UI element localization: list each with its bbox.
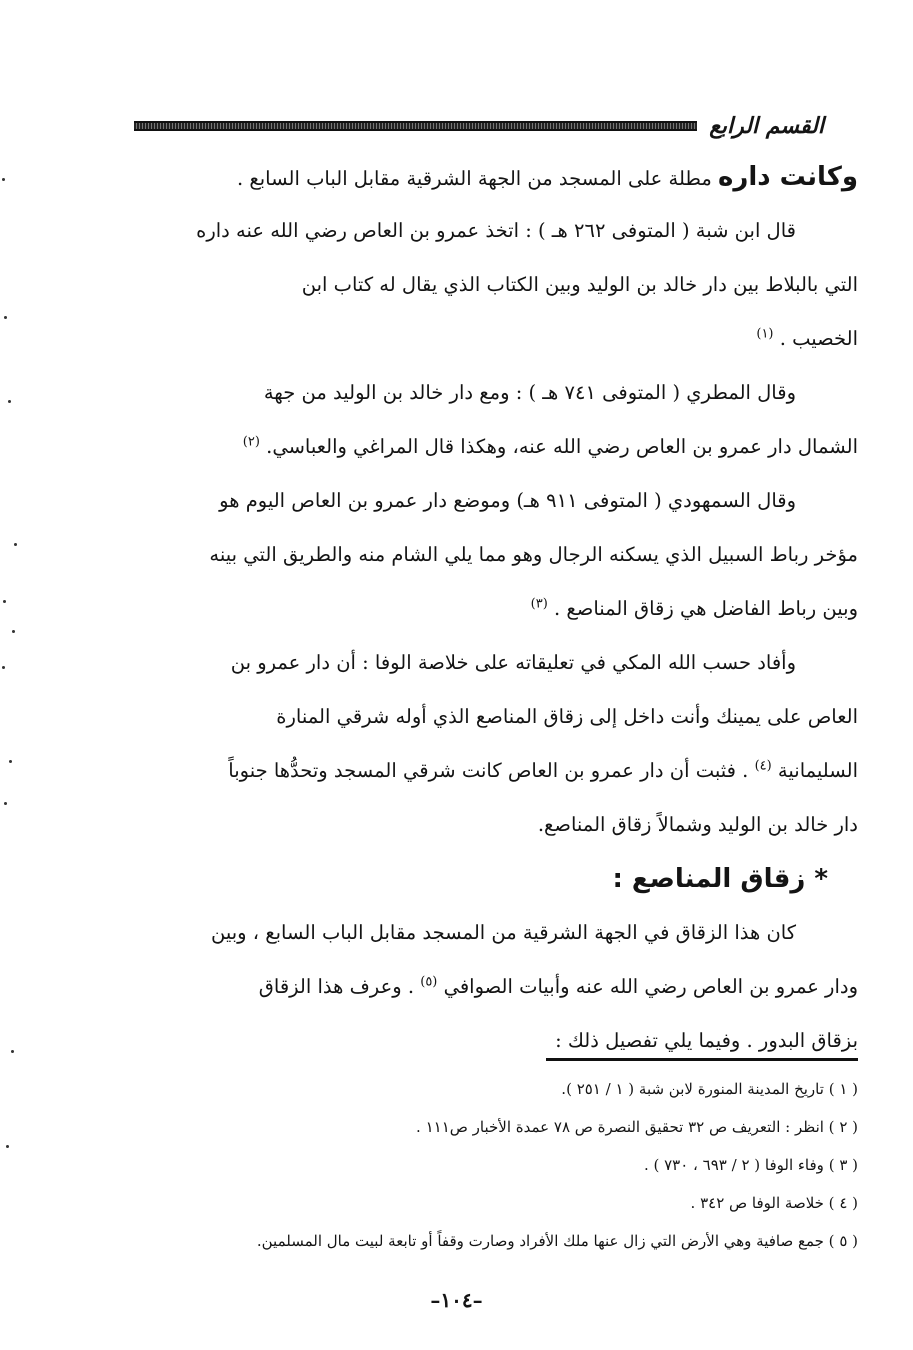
- text-line: ودار عمرو بن العاص رضي الله عنه وأبيات الصوافي $^{(٥)}$ . وعرف هذا الزقاق: [258, 974, 858, 998]
- footnote-ref: (٥): [420, 974, 438, 990]
- footnote-ref: (٣): [530, 596, 548, 612]
- text-line: الخصيب . $^{(١)}$: [756, 326, 858, 350]
- scan-speck: [12, 630, 15, 633]
- text-line: وأفاد حسب الله المكي في تعليقاته على خلاصة الوفا : أن دار عمرو بن: [230, 651, 796, 674]
- text-line: كان هذا الزقاق في الجهة الشرقية من المسجد مقابل الباب السابع ، وبين: [210, 921, 796, 944]
- footnote: ( ١ ) تاريخ المدينة المنورة لابن شبة ( ١ / ٢٥١ ).: [561, 1080, 858, 1098]
- running-header: [134, 106, 824, 146]
- footnotes: [130, 1070, 858, 1260]
- text-line: وبين رباط الفاضل هي زقاق المناصع . $^{(٣)}$: [530, 596, 858, 620]
- footnote: ( ٢ ) انظر : التعريف ص ٣٢ تحقيق النصرة ص ٧٨ عمدة الأخبار ص١١١ .: [416, 1118, 858, 1136]
- sub-heading: * زقاق المناصع :: [612, 864, 828, 894]
- section-title: القسم الرابع: [709, 113, 824, 139]
- footnote: ( ٣ ) وفاء الوفا ( ٢ / ٦٩٣ ، ٧٣٠ ) .: [643, 1156, 858, 1174]
- scan-speck: [8, 400, 11, 403]
- text-line: وكانت داره مطلة على المسجد من الجهة الشرقية مقابل الباب السابع .: [236, 162, 858, 192]
- text-line: دار خالد بن الوليد وشمالاً زقاق المناصع.: [537, 813, 858, 836]
- scan-speck: [11, 1050, 14, 1053]
- footnote: ( ٥ ) جمع صافية وهي الأرض التي زال عنها ملك الأفراد وصارت وقفاً أو تابعة لبيت مال المسلمين.: [256, 1232, 858, 1250]
- footnote-separator: [546, 1058, 858, 1061]
- text-line: قال ابن شبة ( المتوفى ٢٦٢ هـ ) : اتخذ عمرو بن العاص رضي الله عنه داره: [196, 219, 796, 242]
- text-line: العاص على يمينك وأنت داخل إلى زقاق المناصع الذي أوله شرقي المنارة: [276, 705, 858, 728]
- page-number: –١٠٤–: [430, 1288, 483, 1312]
- text-line: بزقاق البدور . وفيما يلي تفصيل ذلك :: [555, 1029, 858, 1052]
- scan-speck: [9, 760, 12, 763]
- text-line: وقال السمهودي ( المتوفى ٩١١ هـ) وموضع دار عمرو بن العاص اليوم هو: [219, 489, 796, 512]
- scan-speck: [4, 316, 7, 319]
- footnote-ref: (٤): [754, 758, 772, 774]
- scan-speck: [2, 178, 5, 181]
- main-text: [130, 150, 858, 1068]
- scan-speck: [14, 543, 17, 546]
- footnote-ref: (٢): [242, 434, 260, 450]
- scan-speck: [6, 1145, 9, 1148]
- text-line: مؤخر رباط السبيل الذي يسكنه الرجال وهو مما يلي الشام منه والطريق التي بينه: [209, 543, 858, 566]
- footnote: ( ٤ ) خلاصة الوفا ص ٣٤٢ .: [690, 1194, 858, 1212]
- scan-speck: [3, 600, 6, 603]
- lead-phrase: وكانت داره: [718, 162, 858, 192]
- text-line: الشمال دار عمرو بن العاص رضي الله عنه، وهكذا قال المراغي والعباسي. $^{(٢)}$: [242, 434, 858, 458]
- text-line: التي بالبلاط بين دار خالد بن الوليد وبين الكتاب الذي يقال له كتاب ابن: [301, 273, 858, 296]
- footnote-ref: (١): [756, 326, 774, 342]
- header-rule: [134, 121, 697, 131]
- text-line: وقال المطري ( المتوفى ٧٤١ هـ ) : ومع دار خالد بن الوليد من جهة: [263, 381, 796, 404]
- scan-speck: [4, 802, 7, 805]
- text-line: السليمانية $^{(٤)}$ . فثبت أن دار عمرو بن العاص كانت شرقي المسجد وتحدُّها جنوباً: [228, 758, 858, 782]
- scan-speck: [2, 666, 5, 669]
